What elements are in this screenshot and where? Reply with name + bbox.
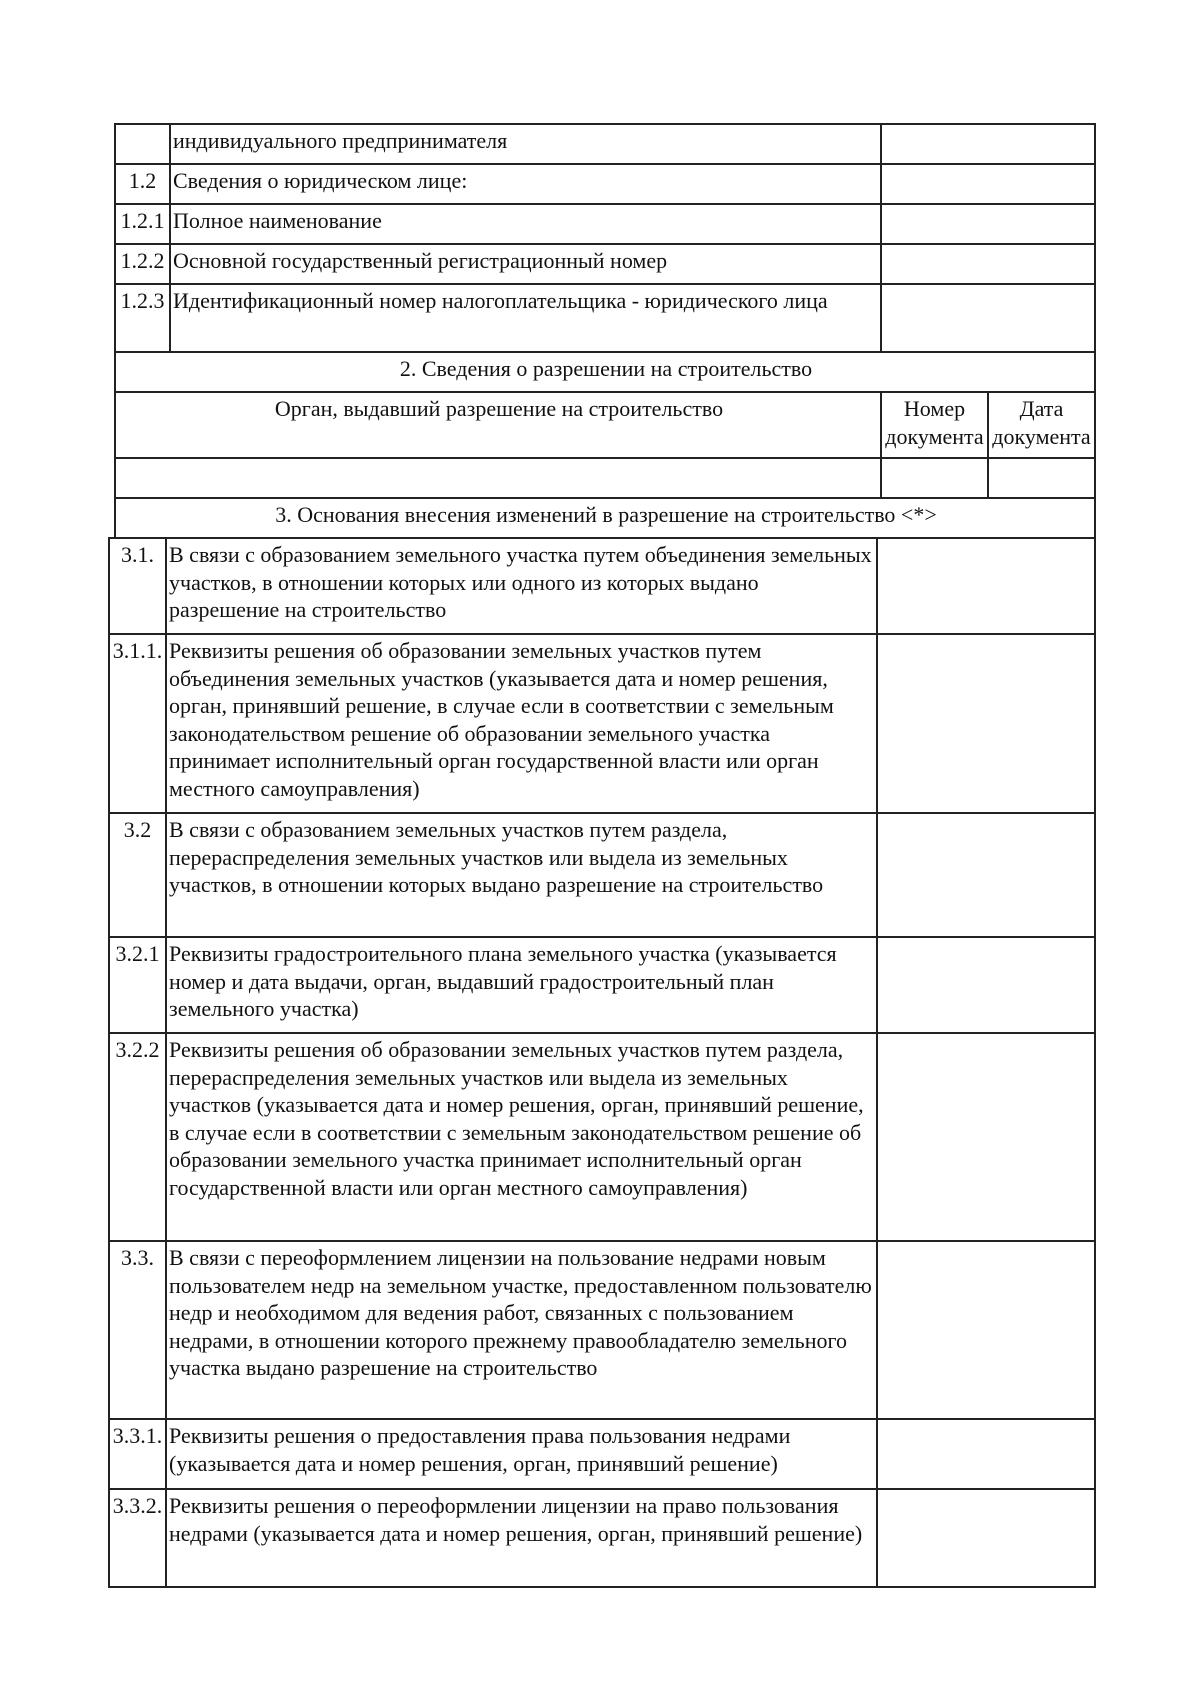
table-row — [109, 813, 1095, 937]
document-date-field[interactable] — [988, 458, 1095, 498]
value-field[interactable] — [877, 1033, 1095, 1241]
section-2-data-row — [115, 458, 1095, 498]
row-text: Полное наименование — [170, 204, 881, 244]
section-2-title: 2. Сведения о разрешении на строительство — [115, 352, 1095, 392]
row-text: В связи с образованием земельных участков путем раздела, перераспределения земельных участков или выдела из земельных участков, в отношении которых выдано разрешение на строительство — [166, 813, 877, 937]
row-number: 3.1.1. — [109, 634, 166, 813]
section-heading-row — [115, 352, 1095, 392]
table-row — [115, 164, 1095, 204]
row-number — [115, 124, 170, 164]
value-field[interactable] — [877, 1419, 1095, 1489]
row-text: Основной государственный регистрационный номер — [170, 244, 881, 284]
value-field[interactable] — [877, 634, 1095, 813]
section-heading-row — [115, 498, 1095, 538]
table-row — [115, 284, 1095, 352]
section-2-header-row — [115, 392, 1095, 458]
document-number-field[interactable] — [881, 458, 988, 498]
column-header-date — [988, 392, 1095, 458]
column-header-date-line1: Дата — [1019, 396, 1064, 421]
row-number: 3.2.1 — [109, 937, 166, 1033]
row-number: 1.2.2 — [115, 244, 170, 284]
value-field[interactable] — [877, 813, 1095, 937]
value-field[interactable] — [877, 1241, 1095, 1419]
value-field[interactable] — [881, 244, 1095, 284]
column-header-number — [881, 392, 988, 458]
column-header-number-line1: Номер — [903, 396, 966, 421]
row-number: 3.2 — [109, 813, 166, 937]
table-row — [109, 1033, 1095, 1241]
value-field[interactable] — [881, 124, 1095, 164]
form-table-part1 — [114, 123, 1096, 539]
value-field[interactable] — [881, 164, 1095, 204]
row-text: Сведения о юридическом лице: — [170, 164, 881, 204]
organ-field[interactable] — [115, 458, 881, 498]
row-number: 3.3. — [109, 1241, 166, 1419]
row-number: 1.2.1 — [115, 204, 170, 244]
value-field[interactable] — [877, 937, 1095, 1033]
value-field[interactable] — [881, 204, 1095, 244]
table-row — [109, 1489, 1095, 1587]
column-header-organ: Орган, выдавший разрешение на строительство — [115, 392, 881, 458]
row-text: Реквизиты решения о предоставления права пользования недрами (указывается дата и номер решения, орган, принявший решение) — [166, 1419, 877, 1489]
form-table-part2 — [108, 537, 1096, 1588]
column-header-date-line2: документа — [992, 423, 1091, 449]
row-number: 3.2.2 — [109, 1033, 166, 1241]
row-number: 3.3.2. — [109, 1489, 166, 1587]
row-text: В связи с образованием земельного участка путем объединения земельных участков, в отношении которых или одного из которых выдано разрешение на строительство — [166, 538, 877, 634]
table-row — [115, 204, 1095, 244]
table-row — [109, 937, 1095, 1033]
row-text: Реквизиты градостроительного плана земельного участка (указывается номер и дата выдачи, орган, выдавший градостроительный план земельного участка) — [166, 937, 877, 1033]
row-number: 3.1. — [109, 538, 166, 634]
row-number: 1.2.3 — [115, 284, 170, 352]
table-row — [115, 124, 1095, 164]
table-row — [115, 244, 1095, 284]
table-row — [109, 1241, 1095, 1419]
row-number: 3.3.1. — [109, 1419, 166, 1489]
table-row — [109, 634, 1095, 813]
section-3-title: 3. Основания внесения изменений в разрешение на строительство <*> — [115, 498, 1095, 538]
value-field[interactable] — [877, 1489, 1095, 1587]
table-row — [109, 1419, 1095, 1489]
row-text: Реквизиты решения об образовании земельных участков путем раздела, перераспределения земельных участков или выдела из земельных участков (указывается дата и номер решения, орган, принявший решение, в случае если в соответствии с земельным законодательством решение об образовании земельного участка принимает исполнительный орган государственной власти или орган местного самоуправления) — [166, 1033, 877, 1241]
row-text: Реквизиты решения об образовании земельных участков путем объединения земельных участков (указывается дата и номер решения, орган, принявший решение, в случае если в соответствии с земельным законодательством решение об образовании земельного участка принимает исполнительный орган государственной власти или орган местного самоуправления) — [166, 634, 877, 813]
value-field[interactable] — [881, 284, 1095, 352]
row-text: Идентификационный номер налогоплательщика - юридического лица — [170, 284, 881, 352]
table-row — [109, 538, 1095, 634]
value-field[interactable] — [877, 538, 1095, 634]
row-text: Реквизиты решения о переоформлении лицензии на право пользования недрами (указывается дата и номер решения, орган, принявший решение) — [166, 1489, 877, 1587]
row-number: 1.2 — [115, 164, 170, 204]
row-text: В связи с переоформлением лицензии на пользование недрами новым пользователем недр на земельном участке, предоставленном пользователю недр и необходимом для ведения работ, связанных с пользованием недрами, в отношении которого прежнему правообладателю земельного участка выдано разрешение на строительство — [166, 1241, 877, 1419]
column-header-number-line2: документа — [885, 423, 984, 449]
row-text: индивидуального предпринимателя — [170, 124, 881, 164]
